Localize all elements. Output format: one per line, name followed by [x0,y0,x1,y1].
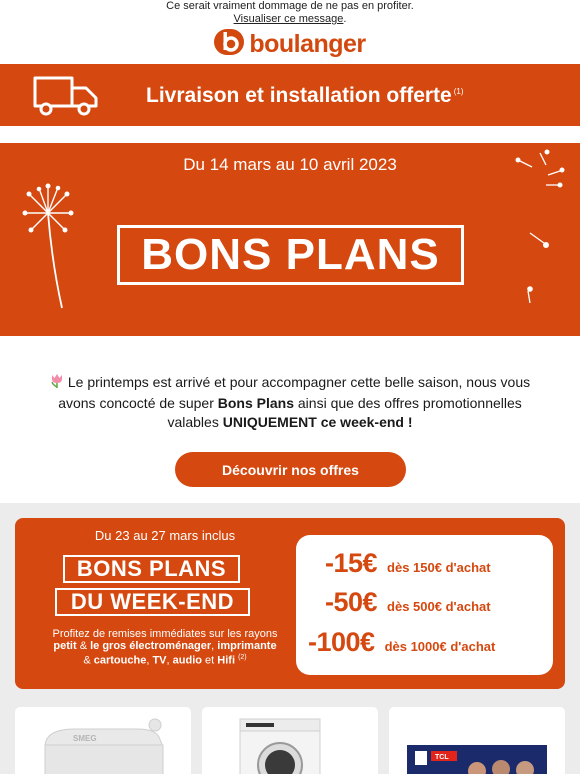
tv-brand: TCL [435,754,449,761]
boulanger-logo[interactable] [214,29,365,60]
offer-item [325,587,491,618]
weekend-promo-block[interactable] [15,518,565,689]
offer-amount: -50€ [325,587,378,617]
mixer-brand: SMEG [73,734,97,743]
offer-amount: -100€ [308,627,375,657]
intro-bold-bons-plans: Bons Plans [217,395,294,411]
intro-paragraph: Le printemps est arrivé et pour accompagner cette belle saison, nous vous avons concocté de super Bons Plans ainsi que des offres promotionnelles valables UNIQUEMENT ce week-end ! [40,373,540,432]
delivery-banner[interactable] [0,64,580,126]
offer-item [325,548,491,579]
product-card-mixer[interactable] [15,707,191,774]
weekend-dates: Du 23 au 27 mars inclus [94,528,236,543]
offer-item [308,627,495,658]
hero-banner[interactable] [0,143,580,336]
product-card-washer[interactable] [202,707,378,774]
logo-wordmark: boulanger [249,29,366,58]
view-message-link[interactable]: Visualiser ce message [233,13,344,25]
weekend-title-line2: DU WEEK-END [55,588,250,616]
hero-title-box [117,225,464,285]
hero-title: BONS PLANS [141,230,440,279]
tcl-tv-image [389,707,565,774]
weekend-description: Profitez de remises immédiates sur les rayons petit & le gros électroménager, imprimante & cartouche, TV, audio et Hifi $^{(2)}$ [52,628,278,667]
discover-offers-button[interactable]: Découvrir nos offres [175,452,406,487]
tulip-icon [50,373,64,394]
delivery-truck-icon [32,72,100,123]
delivery-footnote: (1) [453,87,464,96]
delivery-text: Livraison et installation offerte $^{(1)}$ [146,84,464,107]
offer-condition: dès 150€ d'achat [387,560,491,575]
discount-offers-box [296,535,553,675]
offer-amount: -15€ [325,548,378,578]
preheader-text: Ce serait vraiment dommage de ne pas en profiter. [166,0,414,12]
preheader-dot: . [343,13,347,25]
product-card-tv[interactable] [389,707,565,774]
weekend-title-line1: BONS PLANS [63,555,240,583]
offer-condition: dès 1000€ d'achat [384,639,496,654]
intro-bold-weekend: UNIQUEMENT ce week-end ! [222,414,413,430]
washing-machine-image [202,707,378,774]
hero-dates: Du 14 mars au 10 avril 2023 [183,155,397,174]
smeg-mixer-image [15,707,191,774]
boulanger-b-icon [214,29,244,60]
logo-row [0,29,580,59]
preheader [0,0,580,26]
offer-condition: dès 500€ d'achat [387,599,491,614]
